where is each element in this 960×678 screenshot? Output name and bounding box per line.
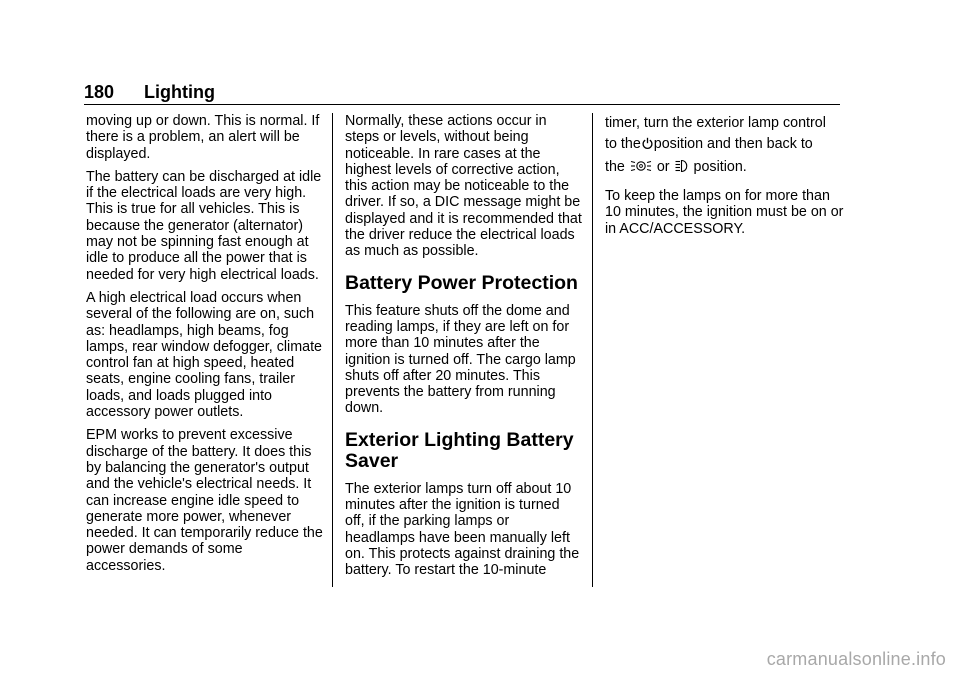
text-line [605,134,845,157]
text-line [605,157,845,180]
heading-exterior-lighting-battery-saver: Exterior Lighting Battery Saver [345,428,574,472]
heading-battery-power-protection: Battery Power Protection [345,271,578,294]
paragraph: A high electrical load occurs when several of the following are on, such as: headlamps, high beams, fog lamps, rear window defogger, climate control fan at high speed, heated seats, engine cooling fans, trailer loads, and loads plugged into accessory power outlets. [86,289,323,421]
parking-lamps-icon [630,159,652,180]
power-off-icon [642,136,653,157]
text-fragment: position. [693,159,747,175]
section-title: Lighting [144,82,215,102]
column-divider [332,113,333,587]
paragraph: To keep the lamps on for more than 10 minutes, the ignition must be on or in ACC/ACCESSORY. [605,188,844,237]
paragraph: Normally, these actions occur in steps or levels, without being noticeable. In rare cases at the highest levels of corrective action, this action may be noticeable to the driver. If so, a DIC message might be displayed and it is recommended that the driver reduce the electrical loads as much as possible. [345,113,582,260]
paragraph: The battery can be discharged at idle if the electrical loads are very high. This is true for all vehicles. This is because the generator (alternator) may not be spinning fast enough at idle to produce all the power that is needed for very high electrical loads. [86,168,322,283]
page-header [84,82,840,105]
text-fragment: or [656,159,670,175]
paragraph: This feature shuts off the dome and reading lamps, if they are left on for more than 10 minutes after the ignition is turned off. The cargo lamp shuts off after 20 minutes. This prevents the battery from running down. [345,302,576,417]
text-fragment: to the [605,136,641,152]
headlamps-icon [675,159,689,180]
text-fragment: the [605,159,625,175]
column-right [605,113,845,244]
watermark: carmanualsonline.info [766,649,946,669]
text-fragment: position and then back to [653,136,813,152]
paragraph: EPM works to prevent excessive discharge of the battery. It does this by balancing the generator's output and the vehicle's electrical needs. It can increase engine idle speed to generate more power, whenever needed. It can temporarily reduce the power demands of some accessories. [86,427,323,574]
page-number: 180 [84,82,115,102]
text-line: timer, turn the exterior lamp control [605,115,826,131]
column-divider [592,113,593,587]
column-middle [345,113,583,586]
column-left [86,113,324,581]
paragraph: moving up or down. This is normal. If there is a problem, an alert will be displayed. [86,113,320,162]
paragraph [605,113,845,180]
paragraph: The exterior lamps turn off about 10 minutes after the ignition is turned off, if the parking lamps or headlamps have been manually left on. This protects against draining the battery. To restart the 10-minute [345,480,580,579]
